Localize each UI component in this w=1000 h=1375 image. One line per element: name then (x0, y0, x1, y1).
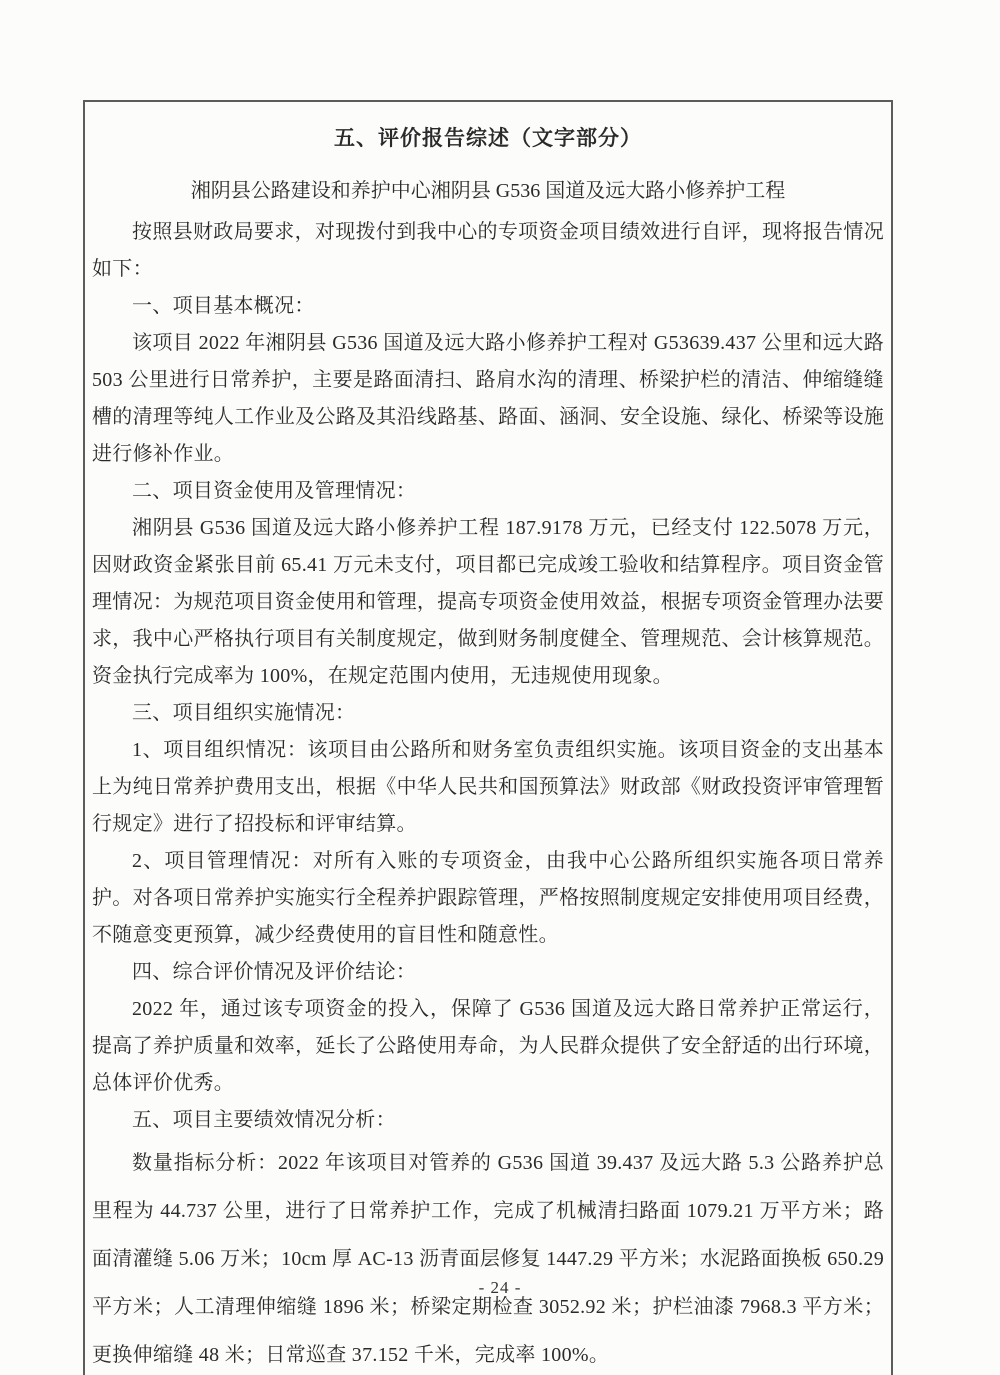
paragraph-intro: 按照县财政局要求，对现拨付到我中心的专项资金项目绩效进行自评，现将报告情况如下： (92, 221, 884, 280)
heading-section-1-project-overview: 一、项目基本概况： (132, 295, 315, 317)
paragraph-evaluation-conclusion: 2022 年，通过该专项资金的投入，保障了 G536 国道及远大路日常养护正常运行，提高了养护质量和效率，延长了公路使用寿命，为人民群众提供了安全舒适的出行环境，总体评价优秀。 (92, 998, 884, 1094)
project-name-line: 湘阴县公路建设和养护中心湘阴县 G536 国道及远大路小修养护工程 (190, 180, 786, 202)
paragraph-management: 2、项目管理情况：对所有入账的专项资金，由我中心公路所组织实施各项日常养护。对各项日常养护实施实行全程养护跟踪管理，严格按照制度规定安排使用项目经费，不随意变更预算，减少经费使用的盲目性和随意性。 (92, 850, 884, 946)
heading-section-4-evaluation-conclusion: 四、综合评价情况及评价结论： (132, 961, 417, 983)
heading-section-2-funding-usage: 二、项目资金使用及管理情况： (132, 480, 417, 502)
heading-section-3-implementation: 三、项目组织实施情况： (132, 702, 356, 724)
paragraph-project-overview: 该项目 2022 年湘阴县 G536 国道及远大路小修养护工程对 G53639.437 公里和远大路 503 公里进行日常养护，主要是路面清扫、路肩水沟的清理、桥梁护栏的清洁、伸缩缝缝槽的清理等纯人工作业及公路及其沿线路基、路面、涵洞、安全设施、绿化、桥梁等设施进行修补作业。 (92, 332, 884, 465)
paragraph-funding-usage: 湘阴县 G536 国道及远大路小修养护工程 187.9178 万元，已经支付 122.5078 万元，因财政资金紧张目前 65.41 万元未支付，项目都已完成竣工验收和结算程序。项目资金管理情况：为规范项目资金使用和管理，提高专项资金使用效益，根据专项资金管理办法要求，我中心严格执行项目有关制度规定，做到财务制度健全、管理规范、会计核算规范。资金执行完成率为 100%，在规定范围内使用，无违规使用现象。 (92, 517, 884, 687)
paragraph-performance-analysis: 数量指标分析：2022 年该项目对管养的 G536 国道 39.437 及远大路 5.3 公路养护总里程为 44.737 公里，进行了日常养护工作，完成了机械清扫路面 1079.21 万平方米；路面清灌缝 5.06 万米；10cm 厚 AC-13 沥青面层修复 1447.29 平方米；水泥路面换板 650.29 平方米；人工清理伸缩缝 1896 米；桥梁定期检查 3052.92 米；护栏油漆 7968.3 平方米；更换伸缩缝 48 米；日常巡查 37.152 千米，完成率 100%。 (92, 1152, 884, 1366)
page-number: - 24 - (478, 1278, 522, 1297)
report-border-frame (83, 100, 893, 1375)
report-title: 五、评价报告综述（文字部分） (334, 126, 642, 150)
paragraph-organization: 1、项目组织情况：该项目由公路所和财务室负责组织实施。该项目资金的支出基本上为纯日常养护费用支出，根据《中华人民共和国预算法》财政部《财政投资评审管理暂行规定》进行了招投标和评审结算。 (92, 739, 884, 835)
heading-section-5-performance-analysis: 五、项目主要绩效情况分析： (132, 1109, 396, 1131)
